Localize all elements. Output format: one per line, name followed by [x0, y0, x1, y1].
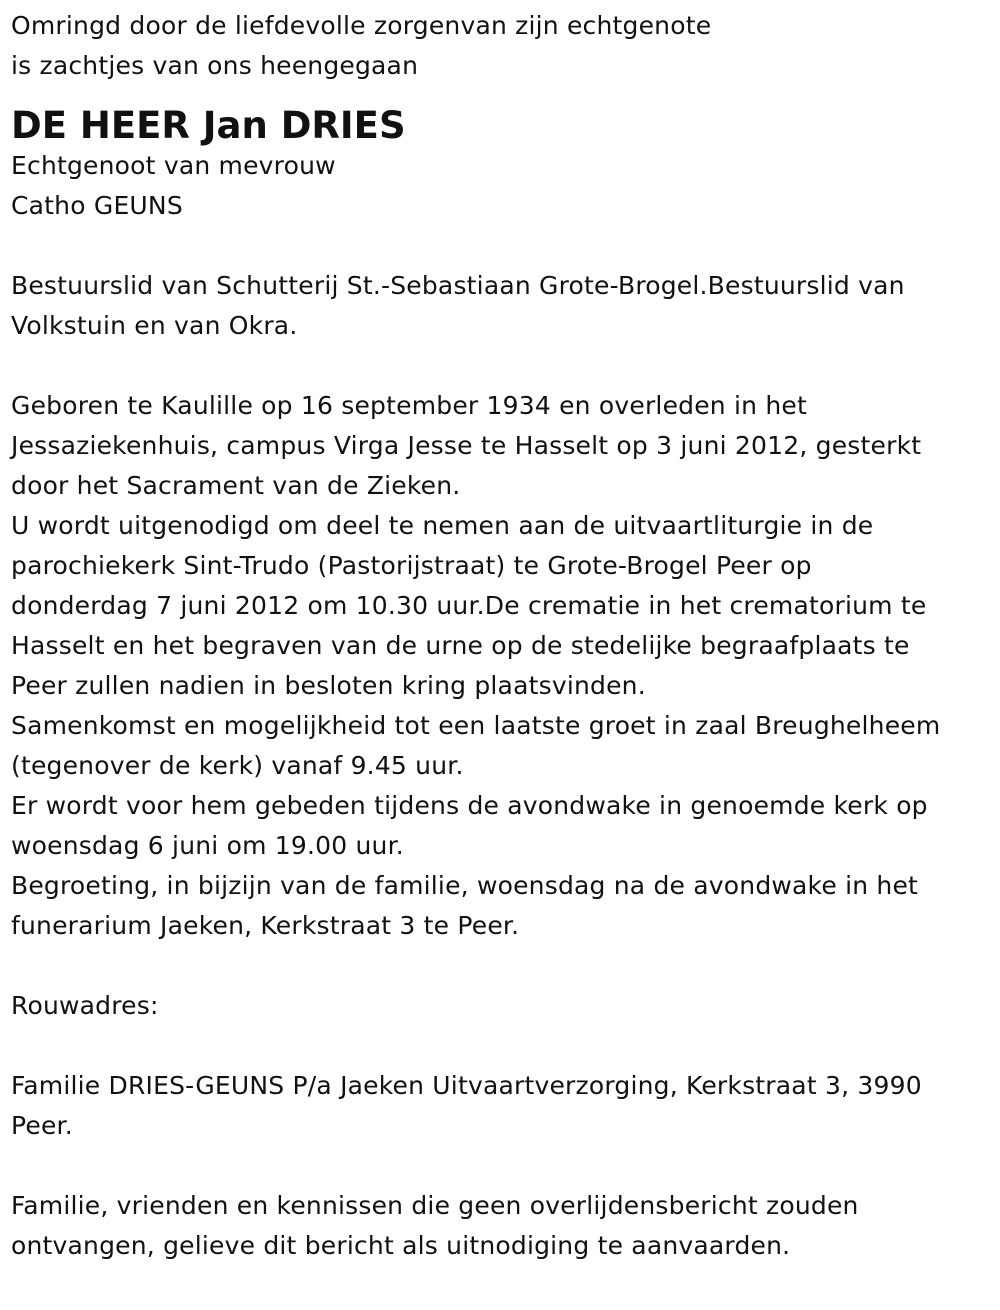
address-line: Familie DRIES-GEUNS P/a Jaeken Uitvaartverzorging, Kerkstraat 3, 3990 [11, 1071, 922, 1100]
details-line: donderdag 7 juni 2012 om 10.30 uur.De crematie in het crematorium te [11, 591, 927, 620]
details-line: Hasselt en het begraven van de urne op de stedelijke begraafplaats te [11, 631, 910, 660]
details-line: Jessaziekenhuis, campus Virga Jesse te Hasselt op 3 juni 2012, gesterkt [11, 431, 922, 460]
spacer [11, 1026, 991, 1066]
memberships-line: Bestuurslid van Schutterij St.-Sebastiaan Grote-Brogel.Bestuurslid van [11, 271, 905, 300]
details-line: Er wordt voor hem gebeden tijdens de avondwake in genoemde kerk op [11, 791, 928, 820]
death-notice [11, 6, 991, 1266]
details-line: funerarium Jaeken, Kerkstraat 3 te Peer. [11, 911, 520, 940]
details-line: U wordt uitgenodigd om deel te nemen aan de uitvaartliturgie in de [11, 511, 874, 540]
details-line: woensdag 6 juni om 19.00 uur. [11, 831, 404, 860]
spouse-line: Catho GEUNS [11, 191, 183, 220]
details-line: parochiekerk Sint-Trudo (Pastorijstraat) te Grote-Brogel Peer op [11, 551, 812, 580]
spacer [11, 1146, 991, 1186]
spacer [11, 946, 991, 986]
spouse-line: Echtgenoot van mevrouw [11, 151, 336, 180]
spacer [11, 346, 991, 386]
details-line: Begroeting, in bijzijn van de familie, woensdag na de avondwake in het [11, 871, 919, 900]
details-line: Samenkomst en mogelijkheid tot een laatste groet in zaal Breughelheem [11, 711, 941, 740]
deceased-name: DE HEER Jan DRIES [11, 104, 406, 147]
closing-line: ontvangen, gelieve dit bericht als uitnodiging te aanvaarden. [11, 1231, 791, 1260]
address-line: Peer. [11, 1111, 73, 1140]
details-line: Geboren te Kaulille op 16 september 1934 en overleden in het [11, 391, 807, 420]
details-line: (tegenover de kerk) vanaf 9.45 uur. [11, 751, 464, 780]
intro-line: Omringd door de liefdevolle zorgenvan zijn echtgenote [11, 11, 712, 40]
spacer [11, 226, 991, 266]
memberships-line: Volkstuin en van Okra. [11, 311, 298, 340]
closing-line: Familie, vrienden en kennissen die geen overlijdensbericht zouden [11, 1191, 859, 1220]
address-label: Rouwadres: [11, 991, 159, 1020]
intro-line: is zachtjes van ons heengegaan [11, 51, 419, 80]
details-line: door het Sacrament van de Zieken. [11, 471, 461, 500]
details-line: Peer zullen nadien in besloten kring plaatsvinden. [11, 671, 646, 700]
